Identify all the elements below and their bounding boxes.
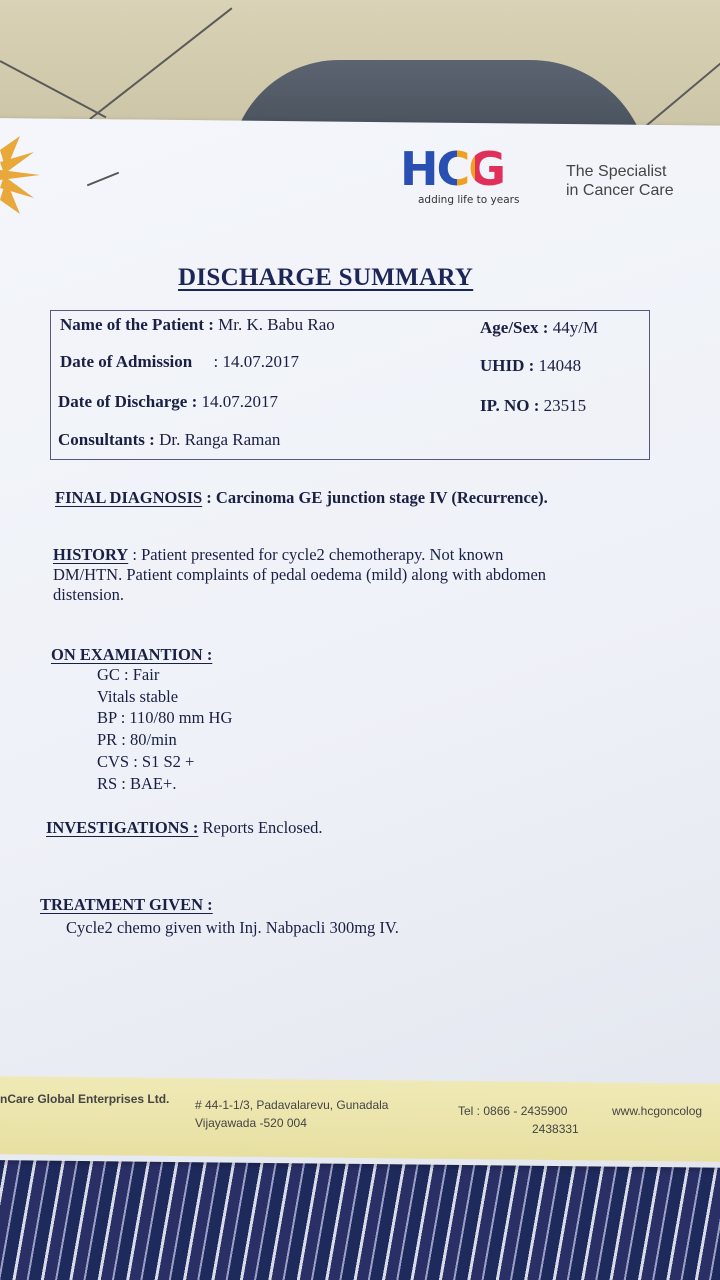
exam-item: RS : BAE+. <box>97 773 177 793</box>
footer-website: www.hcgoncolog <box>612 1104 703 1118</box>
admission-date-row: Date of Admission : 14.07.2017 <box>60 352 299 371</box>
uhid-row: UHID : 14048 <box>480 356 582 375</box>
investigations-section: INVESTIGATIONS : Reports Enclosed. <box>46 818 323 837</box>
treatment-value: Cycle2 chemo given with Inj. Nabpacli 300mg IV. <box>66 918 399 937</box>
footer-address: # 44-1-1/3, Padavalarevu, Gunadala Vijayawada -520 004 <box>195 1098 389 1130</box>
exam-item: GC : Fair <box>97 665 160 684</box>
exam-item: Vitals stable <box>97 686 179 706</box>
patient-name-row: Name of the Patient : Mr. K. Babu Rao <box>60 315 335 334</box>
discharge-date-row: Date of Discharge : 14.07.2017 <box>58 392 279 411</box>
exam-item: PR : 80/min <box>97 730 177 750</box>
hcg-logo <box>400 142 550 216</box>
ip-number-row: IP. NO : 23515 <box>480 396 587 415</box>
consultant-row: Consultants : Dr. Ranga Raman <box>58 430 281 449</box>
footer-telephone: Tel : 0866 - 2435900 2438331 <box>458 1104 579 1136</box>
exam-item: BP : 110/80 mm HG <box>97 708 233 728</box>
history-section: HISTORY : Patient presented for cycle2 chemotherapy. Not known DM/HTN. Patient complaints of pedal oedema (mild) along with abdomen distension. <box>53 545 547 604</box>
page-title: DISCHARGE SUMMARY <box>178 264 474 291</box>
footer-company: nCare Global Enterprises Ltd. <box>0 1092 170 1106</box>
exam-item: CVS : S1 S2 + <box>97 751 195 771</box>
treatment-heading: TREATMENT GIVEN : <box>40 895 213 914</box>
final-diagnosis: FINAL DIAGNOSIS : Carcinoma GE junction stage IV (Recurrence). <box>55 488 548 507</box>
examination-list <box>97 664 232 794</box>
examination-heading: ON EXAMIANTION : <box>51 645 213 664</box>
logo-tagline: adding life to years <box>418 194 520 206</box>
specialist-tagline: The Specialist in Cancer Care <box>566 163 674 199</box>
age-sex-row: Age/Sex : 44y/M <box>480 318 599 337</box>
sun-logo-icon <box>0 130 44 220</box>
hcg-logo-text: HCG <box>400 142 505 196</box>
